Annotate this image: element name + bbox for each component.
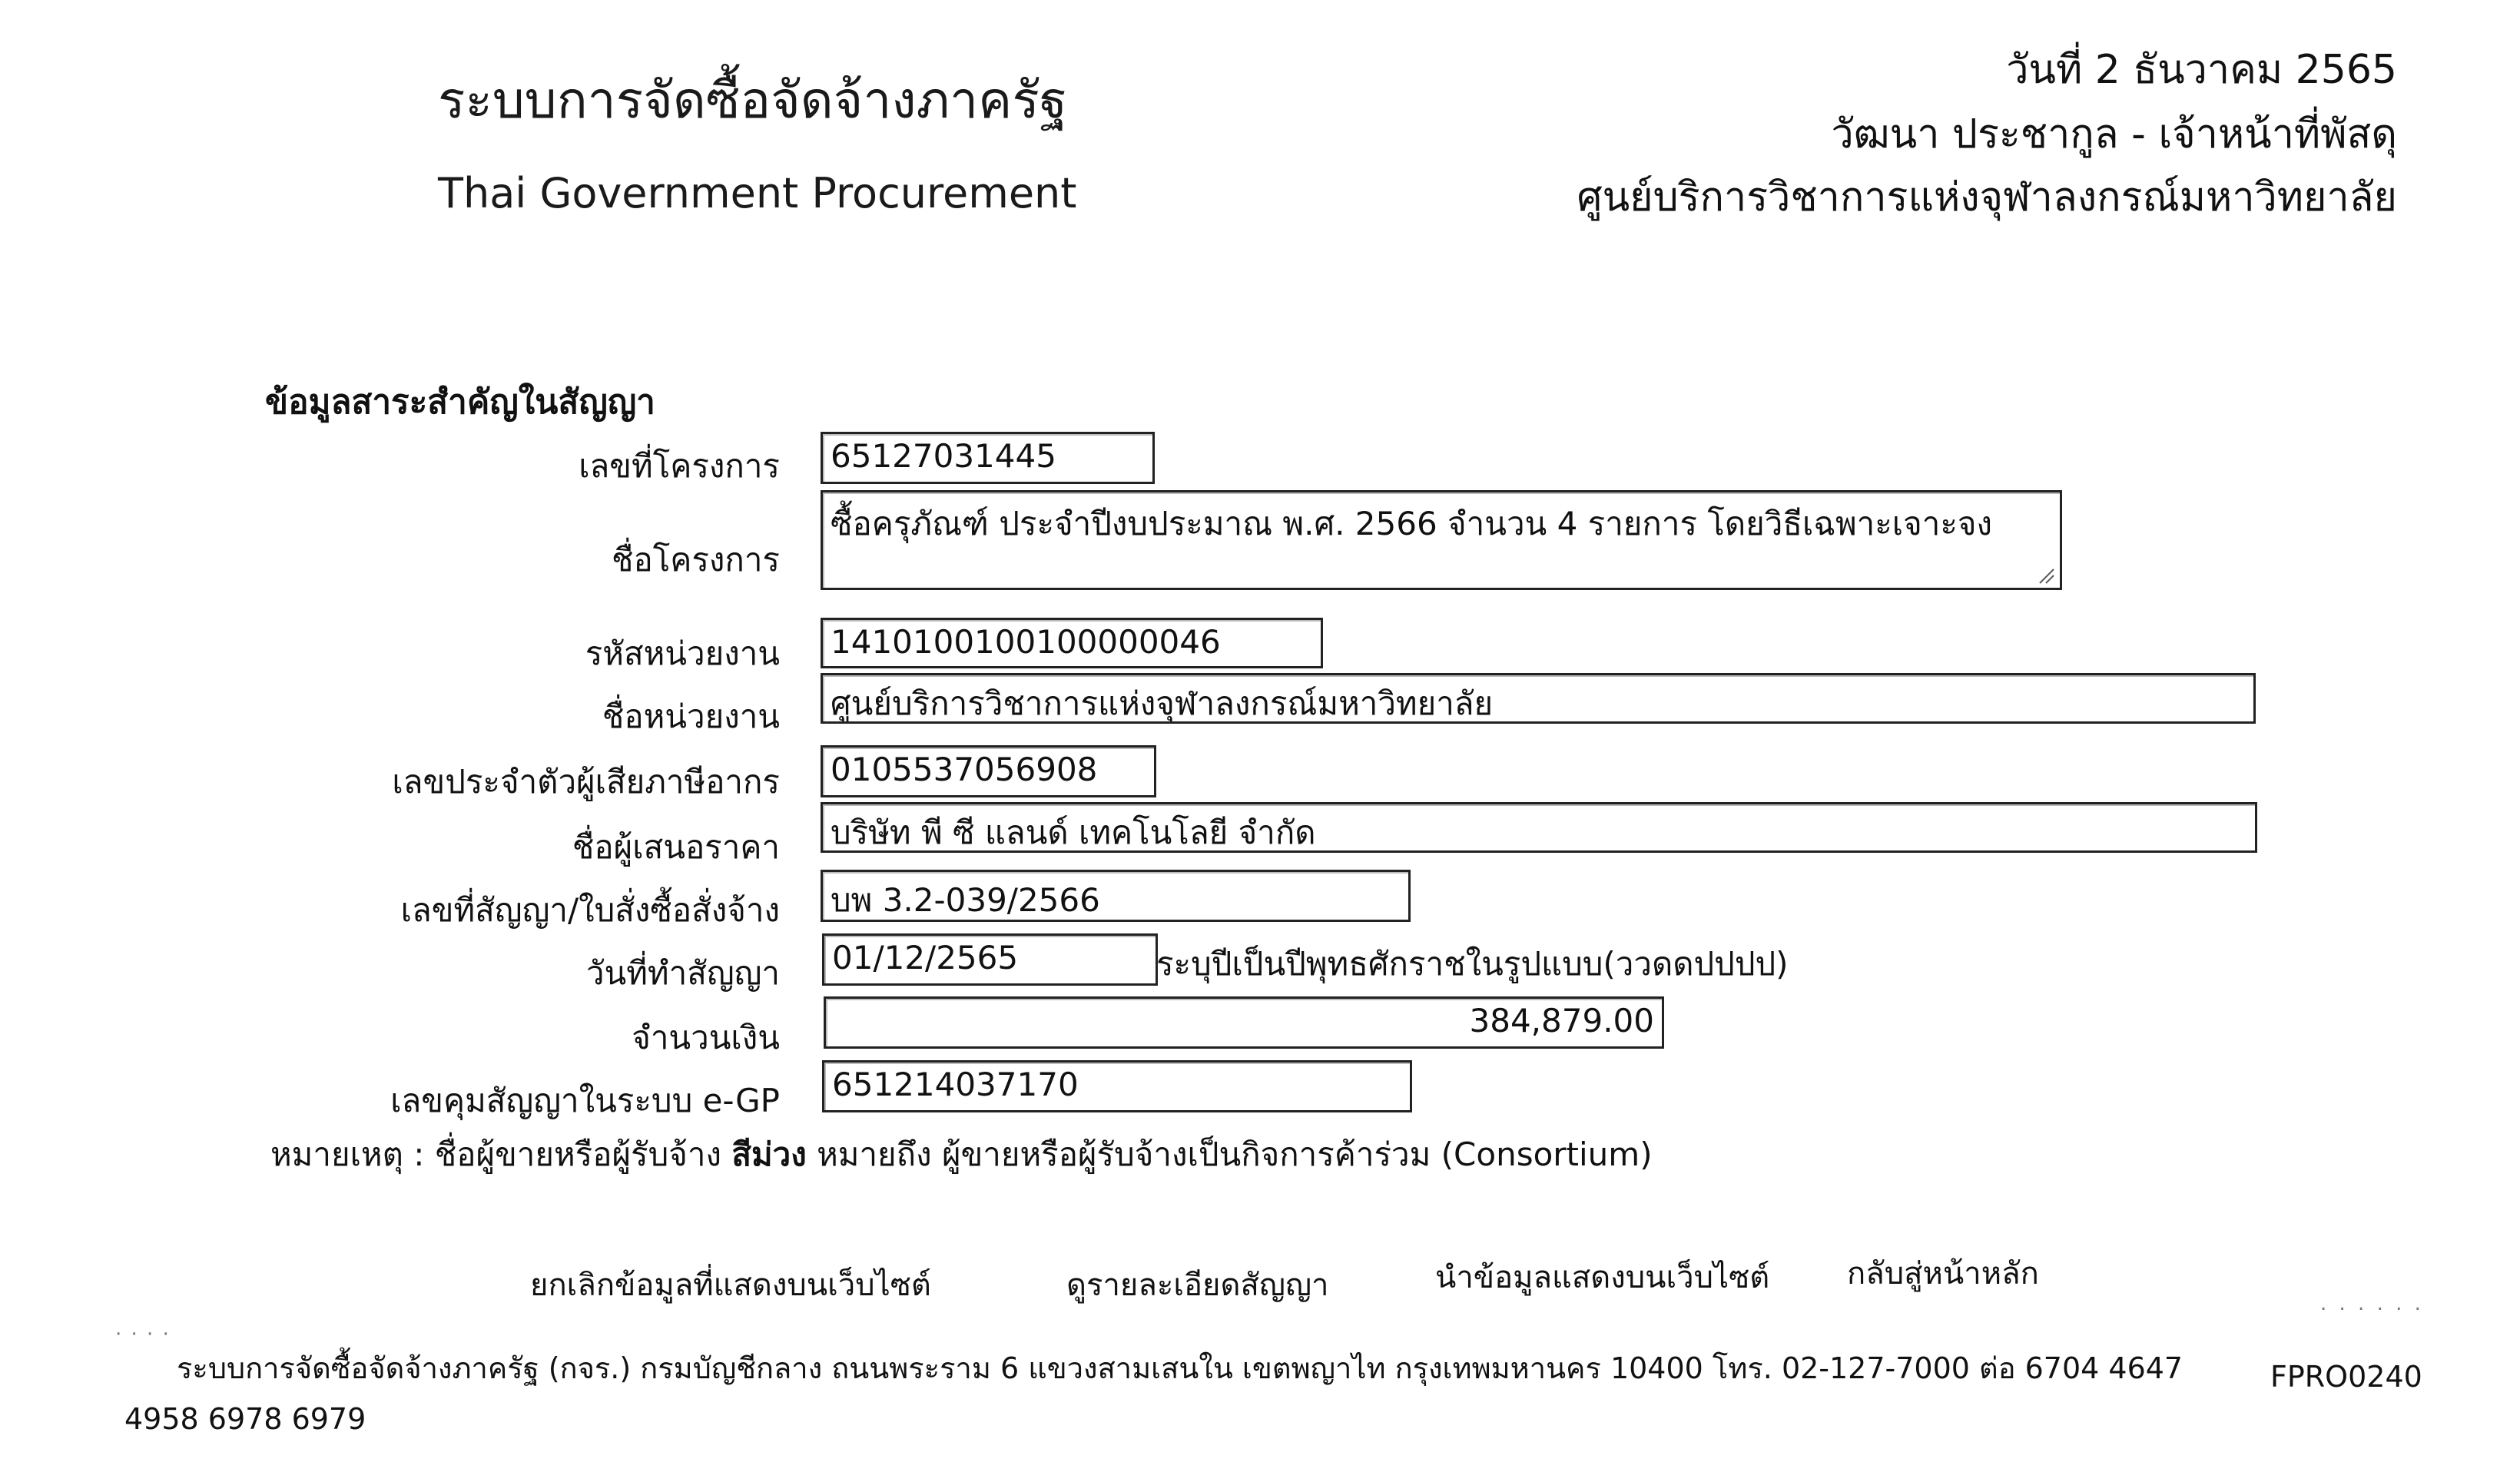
back-to-home-link[interactable]: กลับสู่หน้าหลัก bbox=[1847, 1256, 2039, 1291]
section-title: ข้อมูลสาระสำคัญในสัญญา bbox=[265, 383, 655, 422]
header-user: วัฒนา ประชากูล - เจ้าหน้าที่พัสดุ bbox=[1831, 111, 2397, 157]
label-amount: จำนวนเงิน bbox=[632, 1019, 780, 1056]
note-prefix: หมายเหตุ : ชื่อผู้ขายหรือผู้รับจ้าง bbox=[270, 1136, 732, 1173]
date-format-hint: ระบุปีเป็นปีพุทธศักราชในรูปแบบ(ววดดปปปป) bbox=[1156, 945, 1789, 983]
label-egp-no: เลขคุมสัญญาในระบบ e-GP bbox=[390, 1082, 780, 1119]
project-name-text: ซื้อครุภัณฑ์ ประจำปีงบประมาณ พ.ศ. 2566 จำนวน 4 รายการ โดยวิธีเฉพาะเจาะจง bbox=[831, 505, 1993, 542]
label-project-name: ชื่อโครงการ bbox=[611, 541, 780, 579]
note-highlight: สีม่วง bbox=[731, 1136, 807, 1173]
footer-phone-extensions: 4958 6978 6979 bbox=[124, 1402, 366, 1436]
scan-artifact: · · · · bbox=[115, 1323, 171, 1346]
label-agency-name: ชื่อหน่วยงาน bbox=[602, 698, 780, 735]
project-no-field[interactable]: 65127031445 bbox=[821, 432, 1155, 484]
label-tax-id: เลขประจำตัวผู้เสียภาษีอากร bbox=[392, 763, 780, 801]
egp-no-field[interactable]: 651214037170 bbox=[822, 1060, 1412, 1112]
header-date: วันที่ 2 ธันวาคม 2565 bbox=[2006, 47, 2397, 93]
view-contract-detail-link[interactable]: ดูรายละเอียดสัญญา bbox=[1066, 1268, 1329, 1303]
tax-id-field[interactable]: 0105537056908 bbox=[821, 745, 1156, 797]
contract-no-field[interactable]: บพ 3.2-039/2566 bbox=[821, 870, 1411, 922]
resize-handle-icon[interactable] bbox=[2035, 565, 2055, 585]
project-name-textarea[interactable] bbox=[821, 490, 2062, 590]
label-project-no: เลขที่โครงการ bbox=[579, 447, 780, 485]
scan-artifact-dots: . . . . . . bbox=[2320, 1292, 2424, 1315]
system-title-english: Thai Government Procurement bbox=[438, 169, 1077, 217]
amount-field[interactable]: 384,879.00 bbox=[824, 996, 1664, 1049]
page-code: FPRO0240 bbox=[2270, 1360, 2422, 1394]
bidder-name-field[interactable]: บริษัท พี ซี แลนด์ เทคโนโลยี จำกัด bbox=[821, 802, 2257, 853]
agency-code-field[interactable]: 1410100100100000046 bbox=[821, 618, 1323, 668]
agency-name-field[interactable]: ศูนย์บริการวิชาการแห่งจุฬาลงกรณ์มหาวิทยาลัย bbox=[821, 673, 2256, 724]
label-contract-date: วันที่ทำสัญญา bbox=[585, 954, 780, 992]
cancel-publish-link[interactable]: ยกเลิกข้อมูลที่แสดงบนเว็บไซต์ bbox=[530, 1268, 931, 1303]
label-contract-no: เลขที่สัญญา/ใบสั่งซื้อสั่งจ้าง bbox=[400, 891, 780, 929]
note-suffix: หมายถึง ผู้ขายหรือผู้รับจ้างเป็นกิจการค้าร่วม (Consortium) bbox=[806, 1136, 1653, 1173]
header-organization: ศูนย์บริการวิชาการแห่งจุฬาลงกรณ์มหาวิทยาลัย bbox=[1577, 174, 2397, 220]
publish-to-website-link[interactable]: นำข้อมูลแสดงบนเว็บไซต์ bbox=[1435, 1260, 1770, 1295]
label-agency-code: รหัสหน่วยงาน bbox=[585, 635, 780, 672]
label-bidder-name: ชื่อผู้เสนอราคา bbox=[572, 828, 780, 866]
contract-date-field[interactable]: 01/12/2565 bbox=[822, 933, 1158, 986]
system-title-thai: ระบบการจัดซื้อจัดจ้างภาครัฐ bbox=[438, 71, 1068, 130]
consortium-note bbox=[270, 1129, 1653, 1180]
footer-address: ระบบการจัดซื้อจัดจ้างภาครัฐ (กจร.) กรมบัญชีกลาง ถนนพระราม 6 แขวงสามเสนใน เขตพญาไท กรุงเทพมหานคร 10400 โทร. 02-127-7000 ต่อ 6704 4647 bbox=[177, 1351, 2183, 1385]
